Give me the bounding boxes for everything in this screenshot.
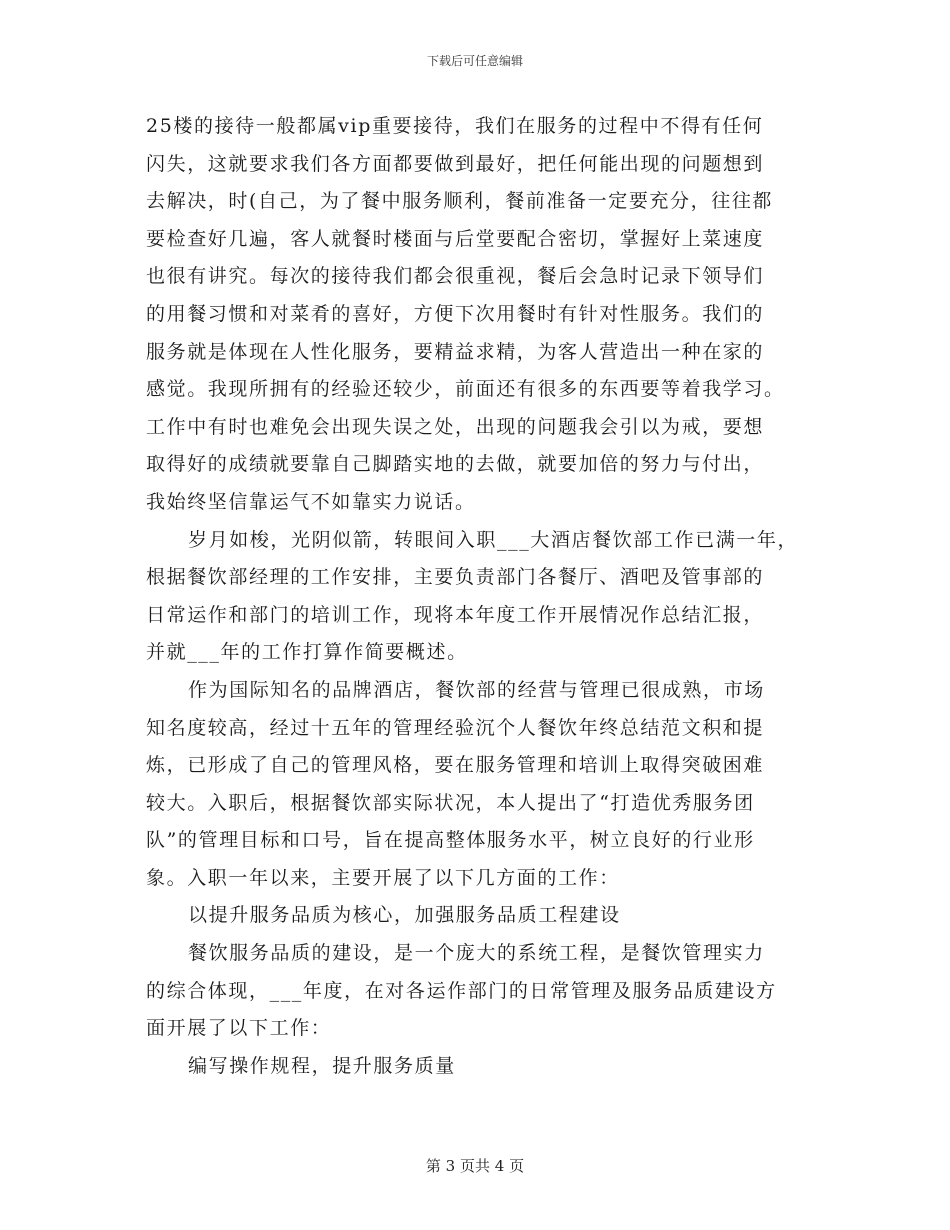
text-line: 闪失，这就要求我们各方面都要做到最好，把任何能出现的问题想到 [146, 152, 765, 175]
text-line: 面开展了以下工作： [146, 1017, 332, 1040]
text-line: 较大。入职后，根据餐饮部实际状况，本人提出了“打造优秀服务团 [146, 791, 755, 814]
text-line: 以提升服务品质为核心，加强服务品质工程建设 [188, 904, 621, 927]
text-line: 象。入职一年以来，主要开展了以下几方面的工作： [146, 866, 620, 889]
text-line: 工作中有时也难免会出现失误之处，出现的问题我会引以为戒，要想 [146, 415, 765, 438]
text-line: 要检查好几遍，客人就餐时楼面与后堂要配合密切，掌握好上菜速度 [146, 227, 765, 250]
text-line: 的综合体现，___年度，在对各运作部门的日常管理及服务品质建设方 [146, 979, 777, 1002]
text-line: 炼，已形成了自己的管理风格，要在服务管理和培训上取得突破困难 [146, 754, 765, 777]
page-header-note: 下载后可任意编辑 [426, 54, 523, 68]
text-line: 服务就是体现在人性化服务，要精益求精，为客人营造出一种在家的 [146, 340, 765, 363]
text-line: 取得好的成绩就要靠自己脚踏实地的去做，就要加倍的努力与付出， [146, 453, 765, 476]
text-line: 日常运作和部门的培训工作，现将本年度工作开展情况作总结汇报， [146, 603, 765, 626]
document-body [146, 108, 826, 1085]
text-line: 编写操作规程，提升服务质量 [188, 1054, 456, 1077]
text-line: 根据餐饮部经理的工作安排，主要负责部门各餐厅、酒吧及管事部的 [146, 566, 765, 589]
text-line: 知名度较高，经过十五年的管理经验沉个人餐饮年终总结范文积和提 [146, 716, 765, 739]
text-line: 也很有讲究。每次的接待我们都会很重视，餐后会急时记录下领导们 [146, 265, 765, 288]
text-line: 岁月如梭，光阴似箭，转眼间入职___大酒店餐饮部工作已满一年， [188, 528, 799, 551]
text-line: 作为国际知名的品牌酒店，餐饮部的经营与管理已很成熟，市场 [188, 678, 765, 701]
text-line: 的用餐习惯和对菜肴的喜好，方便下次用餐时有针对性服务。我们的 [146, 302, 765, 325]
text-line: 我始终坚信靠运气不如靠实力说话。 [146, 490, 476, 513]
text-line: 25楼的接待一般都属vip重要接待，我们在服务的过程中不得有任何 [146, 115, 764, 137]
text-line: 并就___年的工作打算作简要概述。 [146, 641, 468, 664]
page-number-footer: 第 3 页共 4 页 [425, 1157, 525, 1175]
text-line: 去解决，时(自己，为了餐中服务顺利，餐前准备一定要充分，往往都 [146, 190, 774, 213]
text-line: 餐饮服务品质的建设，是一个庞大的系统工程，是餐饮管理实力 [188, 942, 765, 965]
text-line: 感觉。我现所拥有的经验还较少，前面还有很多的东西要等着我学习。 [146, 378, 785, 401]
text-line: 队”的管理目标和口号，旨在提高整体服务水平，树立良好的行业形 [146, 829, 755, 852]
